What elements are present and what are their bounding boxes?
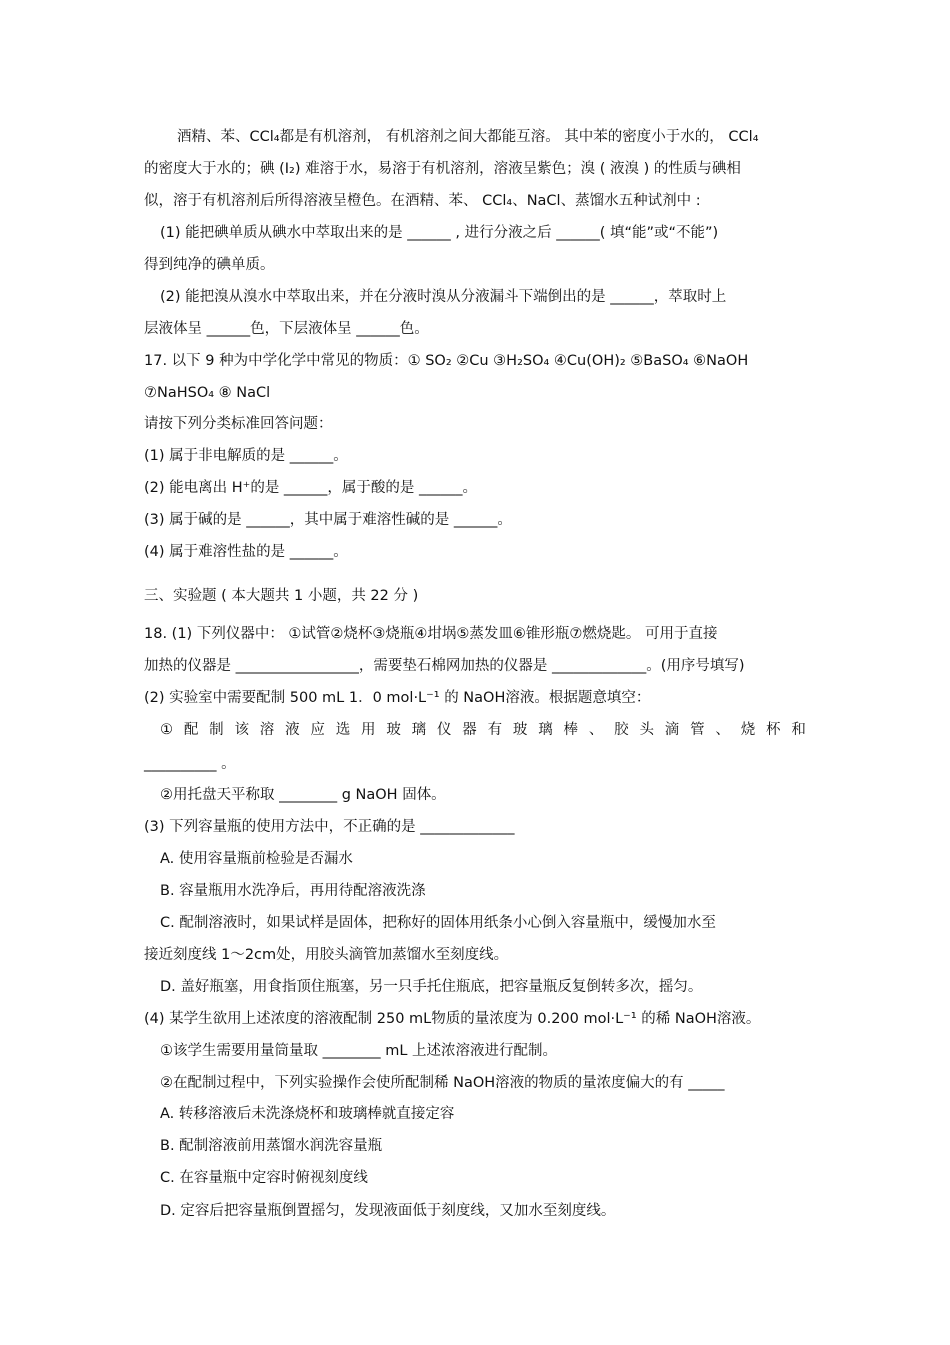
q18-part-3-option-a: A. 使用容量瓶前检验是否漏水 <box>160 851 353 867</box>
q18-part-2-item-1-cont: __________ 。 <box>144 756 236 772</box>
intro-line-3: 似，溶于有机溶剂后所得溶液呈橙色。在酒精、苯、 CCl₄、NaCl、蒸馏水五种试剂中 : <box>144 193 701 209</box>
q18-part-3-option-c: C. 配制溶液时，如果试样是固体，把称好的固体用纸条小心倒入容量瓶中，缓慢加水至 <box>160 915 716 931</box>
q18-part-4-option-c: C. 在容量瓶中定容时俯视刻度线 <box>160 1170 368 1186</box>
q17-stem: 17. 以下 9 种为中学化学中常见的物质：① SO₂ ②Cu ③H₂SO₄ ④Cu(OH)₂ ⑤BaSO₄ ⑥NaOH <box>144 353 749 369</box>
q18-part-1: 18. (1) 下列仪器中： ①试管②烧杯③烧瓶④坩埚⑤蒸发皿⑥锥形瓶⑦燃烧匙。 可用于直接 <box>144 626 718 642</box>
q17-answer-1: (1) 属于非电解质的是 ______。 <box>144 448 348 464</box>
q18-part-1-cont: 加热的仪器是 _________________，需要垫石棉网加热的仪器是 _____________。(用序号填写) <box>144 658 745 674</box>
q18-part-2-item-1: ① 配 制 该 溶 液 应 选 用 玻 璃 仪 器 有 玻 璃 棒 、 胶 头 滴 管 、 烧 杯 和 <box>160 722 806 738</box>
intro-line-2: 的密度大于水的；碘 (I₂) 难溶于水，易溶于有机溶剂，溶液呈紫色；溴 ( 液溴 ) 的性质与碘相 <box>144 161 741 177</box>
intro-line-1: 酒精、苯、CCl₄都是有机溶剂， 有机溶剂之间大都能互溶。 其中苯的密度小于水的， CCl₄ <box>177 129 759 145</box>
q18-part-3: (3) 下列容量瓶的使用方法中，不正确的是 _____________ <box>144 819 515 835</box>
q18-part-4-option-a: A. 转移溶液后未洗涤烧杯和玻璃棒就直接定容 <box>160 1106 455 1122</box>
q18-part-3-option-b: B. 容量瓶用水洗净后，再用待配溶液洗涤 <box>160 883 426 899</box>
intro-question-2-cont: 层液体呈 ______色，下层液体呈 ______色。 <box>144 321 429 337</box>
q18-part-4-item-2: ②在配制过程中，下列实验操作会使所配制稀 NaOH溶液的物质的量浓度偏大的有 _____ <box>160 1075 725 1091</box>
intro-question-1: (1) 能把碘单质从碘水中萃取出来的是 ______ , 进行分液之后 ______( 填“能”或“不能”) <box>160 225 719 241</box>
q18-part-4: (4) 某学生欲用上述浓度的溶液配制 250 mL物质的量浓度为 0.200 mol·L⁻¹ 的稀 NaOH溶液。 <box>144 1011 761 1027</box>
q18-part-3-option-d: D. 盖好瓶塞，用食指顶住瓶塞，另一只手托住瓶底，把容量瓶反复倒转多次，摇匀。 <box>160 979 703 995</box>
section-heading: 三、实验题 ( 本大题共 1 小题，共 22 分 ) <box>144 588 419 604</box>
q17-stem-cont: ⑦NaHSO₄ ⑧ NaCl <box>144 385 271 401</box>
q17-answer-2: (2) 能电离出 H⁺的是 ______，属于酸的是 ______。 <box>144 480 478 496</box>
q17-answer-4: (4) 属于难溶性盐的是 ______。 <box>144 544 348 560</box>
q18-part-2-item-2: ②用托盘天平称取 ________ g NaOH 固体。 <box>160 787 446 803</box>
q17-answer-3: (3) 属于碱的是 ______，其中属于难溶性碱的是 ______。 <box>144 512 512 528</box>
intro-question-2: (2) 能把溴从溴水中萃取出来，并在分液时溴从分液漏斗下端倒出的是 ______，萃取时上 <box>160 289 727 305</box>
q18-part-3-option-c-cont: 接近刻度线 1～2cm处，用胶头滴管加蒸馏水至刻度线。 <box>144 947 509 963</box>
q17-prompt: 请按下列分类标准回答问题： <box>144 416 333 432</box>
intro-question-1-cont: 得到纯净的碘单质。 <box>144 257 275 273</box>
q18-part-2: (2) 实验室中需要配制 500 mL 1．0 mol·L⁻¹ 的 NaOH溶液。根据题意填空： <box>144 690 651 706</box>
q18-part-4-item-1: ①该学生需要用量筒量取 ________ mL 上述浓溶液进行配制。 <box>160 1043 558 1059</box>
q18-part-4-option-d: D. 定容后把容量瓶倒置摇匀，发现液面低于刻度线，又加水至刻度线。 <box>160 1203 616 1219</box>
q18-part-4-option-b: B. 配制溶液前用蒸馏水润洗容量瓶 <box>160 1138 383 1154</box>
